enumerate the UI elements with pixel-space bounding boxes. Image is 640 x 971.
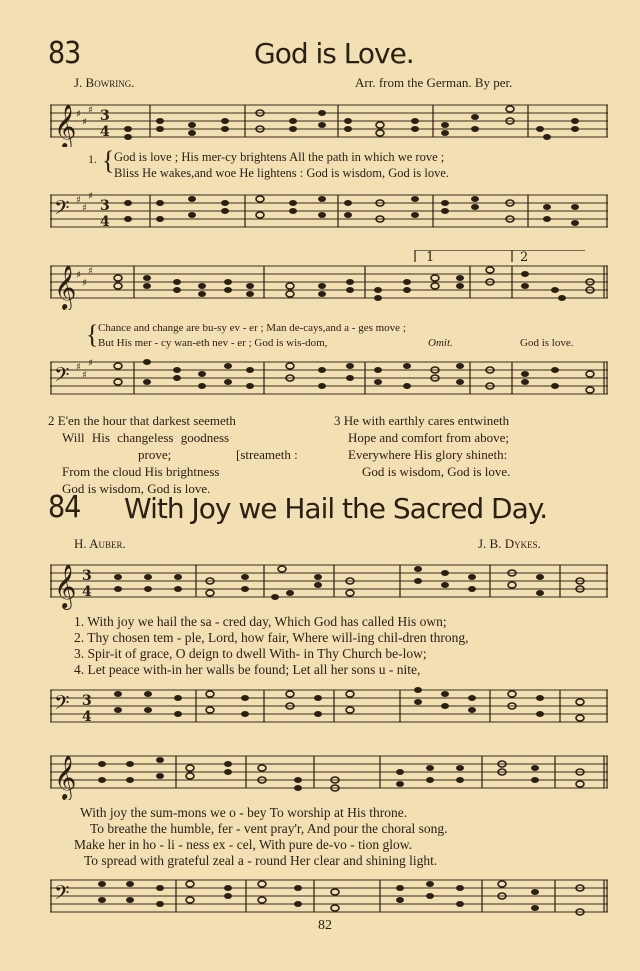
svg-text:♯: ♯	[88, 105, 93, 116]
hymn-84-lyric-line5: With joy the sum-mons we o - bey To worship at His throne.	[80, 805, 408, 820]
hymn-83-title: God is Love.	[254, 37, 414, 70]
hymn-84-system1-treble-staff	[50, 555, 610, 615]
hymn-84-author: H. Auber.	[74, 536, 126, 551]
svg-text:𝄞: 𝄞	[54, 755, 77, 799]
notes-system1-treble	[124, 106, 579, 140]
svg-text:♯: ♯	[82, 117, 87, 128]
svg-text:𝄢: 𝄢	[54, 363, 70, 391]
notes-system2-bass	[114, 359, 594, 393]
hymn-83-system2-bass-staff	[50, 352, 610, 404]
svg-text:♯: ♯	[88, 358, 93, 369]
svg-text:𝄢: 𝄢	[54, 691, 70, 719]
svg-text:𝄞: 𝄞	[54, 564, 77, 608]
notes-84-system1-treble	[114, 566, 584, 600]
svg-text:♯: ♯	[88, 191, 93, 202]
time-signature-top: 3	[100, 108, 110, 124]
svg-text:𝄢: 𝄢	[54, 881, 70, 909]
svg-text:♯: ♯	[76, 362, 81, 373]
hymn-83-omit: Omit.	[428, 337, 453, 349]
hymn-84-system1-bass-staff	[50, 680, 610, 736]
hymn-83-lyric-line2: Bliss He wakes,and woe He lightens : God is wisdom, God is love.	[114, 166, 450, 180]
hymn-84-system2-bass-staff	[50, 870, 610, 922]
hymn-83-system1-bass-staff	[50, 185, 610, 237]
hymn-84-lyric-line3: 3. Spir-it of grace, O deign to dwell With- in Thy Church be-low;	[74, 646, 427, 661]
hymn-84-title: With Joy we Hail the Sacred Day.	[124, 492, 548, 525]
notes-system2-treble	[114, 267, 594, 301]
svg-text:3: 3	[82, 693, 92, 709]
hymn-84-lyric-line7: Make her in ho - li - ness ex - cel, With pure de-vo - tion glow.	[74, 837, 412, 852]
ending-1: 1	[426, 250, 435, 265]
brace-icon: {	[102, 146, 115, 175]
hymn-84-lyric-line4: 4. Let peace with-in her walls be found; Let all her sons u - nite,	[74, 662, 421, 677]
hymn-83-lyric-line1: God is love ; His mer-cy brightens All the path in which we rove ;	[114, 150, 445, 164]
svg-text:♯: ♯	[82, 278, 87, 289]
hymn-83-system2-treble-staff	[50, 250, 610, 310]
notes-84-system2-treble	[98, 757, 584, 791]
hymn-84-composer: J. B. Dykes.	[478, 536, 541, 551]
hymn-83-system1-treble-staff	[50, 95, 610, 147]
hymn-83-verse-2: 2 E'en the hour that darkest seemeth Will His changeless goodness prove; [streameth : From the cloud His brightness God is wisdom, God is love.	[48, 413, 298, 496]
hymn-84-lyric-line8: To spread with grateful zeal a - round Her clear and shining light.	[84, 853, 438, 868]
svg-text:3: 3	[82, 568, 92, 584]
hymn-83-author: J. Bowring.	[74, 75, 135, 90]
svg-text:4: 4	[100, 214, 110, 230]
svg-text:♯: ♯	[76, 109, 81, 120]
hymn-83-verse-3: 3 He with earthly cares entwineth Hope and comfort from above; Everywhere His glory shineth: God is wisdom, God is love.	[334, 413, 511, 479]
notes-84-system1-bass	[114, 687, 584, 721]
hymn-83-verse-number: 1.	[88, 152, 97, 166]
hymn-84-number: 84	[48, 490, 81, 525]
svg-text:3: 3	[100, 198, 110, 214]
svg-text:𝄞: 𝄞	[54, 265, 77, 309]
svg-text:♯: ♯	[76, 270, 81, 281]
hymn-84-system2-treble-staff	[50, 742, 610, 800]
brace-icon: {	[86, 320, 99, 349]
hymn-84-lyric-line6: To breathe the humble, fer - vent pray'r, And pour the choral song.	[90, 821, 448, 836]
bass-clef-icon: 𝄢	[54, 196, 70, 224]
page-number: 82	[318, 918, 332, 933]
hymn-84-lyric-line2: 2. Thy chosen tem - ple, Lord, how fair, Where will-ing chil-dren throng,	[74, 630, 469, 645]
treble-clef-icon: 𝄞	[54, 104, 77, 147]
hymn-83-number: 83	[48, 36, 81, 71]
time-signature-bottom: 4	[100, 124, 110, 140]
svg-text:♯: ♯	[82, 203, 87, 214]
hymn-83-lyric-line4: But His mer - cy wan-eth nev - er ; God is wis-dom,	[98, 337, 328, 349]
hymn-83-lyric-line4-end: God is love.	[520, 337, 574, 349]
svg-text:4: 4	[82, 709, 92, 725]
svg-text:♯: ♯	[82, 370, 87, 381]
svg-text:4: 4	[82, 584, 92, 600]
svg-text:♯: ♯	[76, 195, 81, 206]
hymn-83-lyric-line3: Chance and change are bu-sy ev - er ; Man de-cays,and a - ges move ;	[98, 322, 406, 334]
ending-2: 2	[520, 250, 529, 265]
notes-84-system2-bass	[98, 881, 584, 915]
hymn-84-lyric-line1: 1. With joy we hail the sa - cred day, Which God has called His own;	[74, 614, 447, 629]
hymn-83-arranger: Arr. from the German. By per.	[355, 75, 513, 90]
svg-text:♯: ♯	[88, 266, 93, 277]
